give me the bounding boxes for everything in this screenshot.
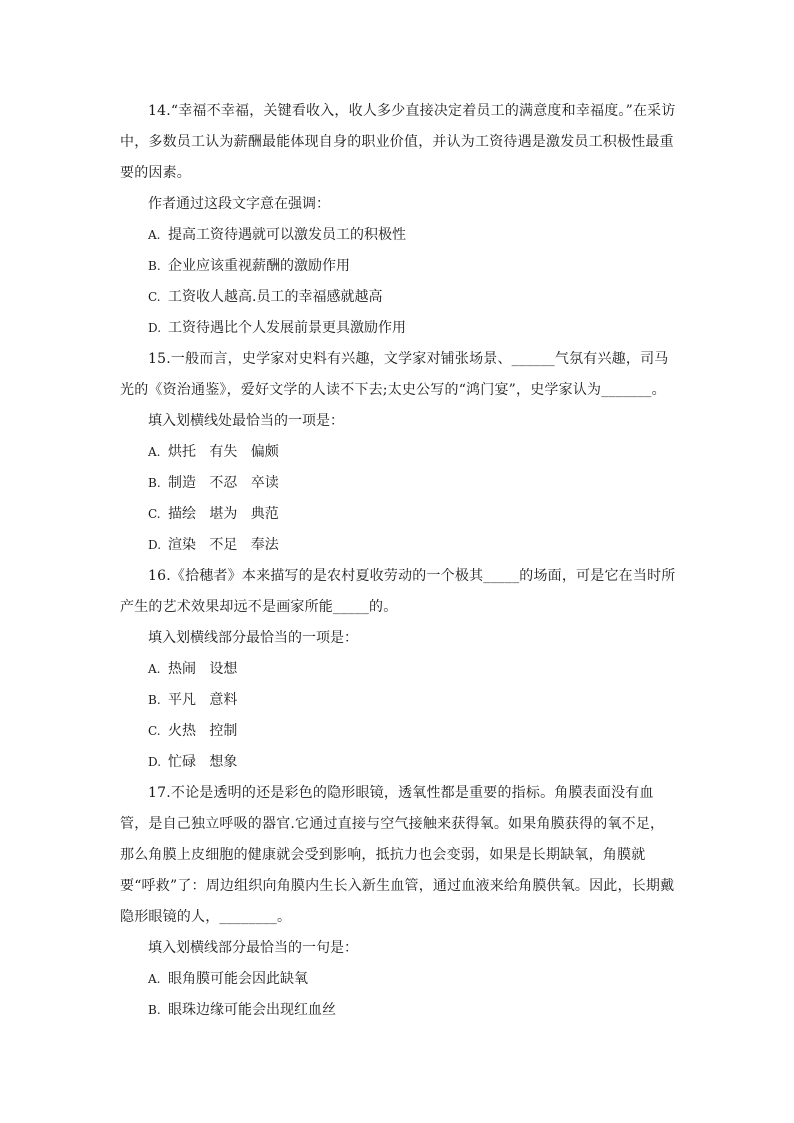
option-a [120, 220, 676, 251]
option-text: 工资收人越高.员工的幸福感就越高 [168, 289, 383, 305]
option-text: 眼珠边缘可能会出现红血丝 [168, 1002, 336, 1018]
option-letter: A. [148, 228, 161, 242]
option-a [120, 964, 676, 995]
document-body [120, 96, 676, 1026]
option-letter: B. [148, 476, 161, 490]
question-stem: 17.不论是透明的还是彩色的隐形眼镜，透氧性都是重要的指标。角膜表面没有血管，是自己独立呼吸的器官.它通过直接与空气接触来获得氧。如果角膜获得的氧不足，那么角膜上皮细胞的健康就会受到影响，抵抗力也会变弱，如果是长期缺氧，角膜就要“呼救”了：周边组织向角膜内生长入新生血管，通过血液来给角膜供氧。因此，长期戴隐形眼镜的人，________。 [120, 785, 675, 925]
option-text: 眼角膜可能会因此缺氧 [168, 971, 308, 987]
option-letter: B. [148, 259, 161, 273]
option-text: 平凡 意料 [168, 692, 238, 708]
option-c [120, 282, 676, 313]
option-text: 描绘 堪为 典范 [168, 506, 279, 522]
option-letter: D. [148, 538, 162, 552]
option-d [120, 313, 676, 344]
question-17 [120, 778, 676, 1026]
option-text: 渲染 不足 奉法 [168, 537, 279, 553]
option-letter: B. [148, 1003, 161, 1017]
option-letter: A. [148, 972, 161, 986]
option-text: 工资待遇比个人发展前景更具激励作用 [168, 320, 406, 336]
option-c [120, 499, 676, 530]
option-letter: D. [148, 755, 162, 769]
question-prompt: 填入划横线部分最恰当的一项是： [148, 630, 358, 646]
option-text: 忙碌 想象 [168, 754, 238, 770]
option-letter: A. [148, 445, 161, 459]
question-15 [120, 344, 676, 561]
option-b [120, 995, 676, 1026]
option-a [120, 654, 676, 685]
option-letter: C. [148, 507, 161, 521]
option-b [120, 685, 676, 716]
option-letter: B. [148, 693, 161, 707]
option-d [120, 530, 676, 561]
question-14 [120, 96, 676, 344]
option-b [120, 468, 676, 499]
option-text: 企业应该重视薪酬的激励作用 [168, 258, 350, 274]
question-16 [120, 561, 676, 778]
option-text: 热闹 设想 [168, 661, 238, 677]
option-letter: C. [148, 290, 161, 304]
option-letter: A. [148, 662, 161, 676]
option-d [120, 747, 676, 778]
option-b [120, 251, 676, 282]
option-a [120, 437, 676, 468]
question-stem: 16.《拾穗者》本来描写的是农村夏收劳动的一个极其_____的场面，可是它在当时所产生的艺术效果却远不是画家所能_____的。 [120, 568, 676, 615]
option-letter: C. [148, 724, 161, 738]
question-prompt: 作者通过这段文字意在强调： [148, 196, 330, 212]
option-text: 制造 不忍 卒读 [168, 475, 279, 491]
question-prompt: 填入划横线部分最恰当的一句是： [148, 940, 358, 956]
option-c [120, 716, 676, 747]
option-text: 火热 控制 [168, 723, 238, 739]
question-stem: 14.“幸福不幸福，关键看收入，收人多少直接决定着员工的满意度和幸福度。”在采访中，多数员工认为薪酬最能体现自身的职业价值，并认为工资待遇是激发员工积极性最重要的因素。 [120, 103, 676, 181]
option-letter: D. [148, 321, 162, 335]
option-text: 烘托 有失 偏颇 [168, 444, 279, 460]
question-stem: 15.一般而言，史学家对史料有兴趣，文学家对铺张场景、______气氛有兴趣，司马光的《资治通鉴》，爱好文学的人读不下去;太史公写的“鸿门宴”，史学家认为_______。 [120, 351, 669, 398]
question-prompt: 填入划横线处最恰当的一项是： [148, 413, 344, 429]
option-text: 提高工资待遇就可以激发员工的积极性 [168, 227, 406, 243]
